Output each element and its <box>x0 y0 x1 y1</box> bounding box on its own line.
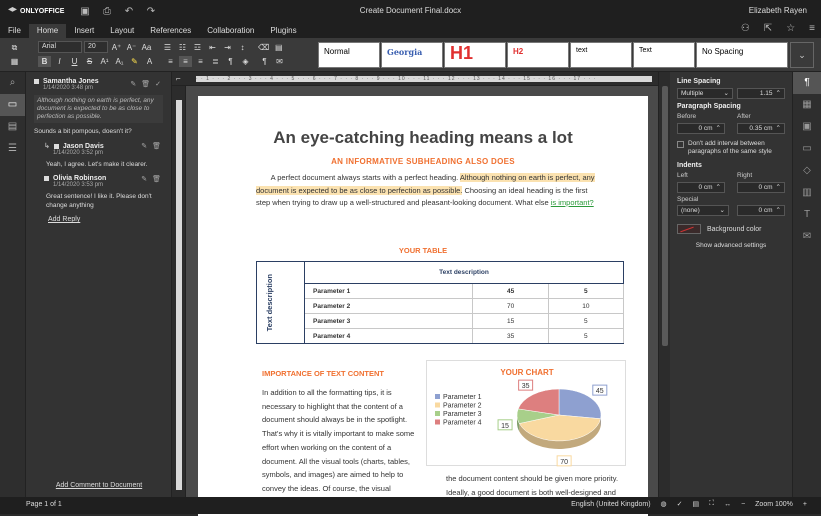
resolve-icon[interactable]: ✓ <box>155 80 161 88</box>
menu-right-tools <box>741 23 815 34</box>
strikethrough-button[interactable]: S <box>83 56 96 67</box>
textart-settings-icon[interactable]: T <box>793 204 821 226</box>
document-heading[interactable]: An eye-catching heading means a lot <box>198 128 648 148</box>
importance-paragraph[interactable]: In addition to all the formatting tips, it is necessary to highlight that the content of a document should always be in the spotlight. That's why it is vitally important to make some effort when working on the content of a document. All the visual tools (charts, tables, symbols, and images) are aimed to help to convey the ideas. Of course, the visual <box>262 386 424 509</box>
mail-merge-settings-icon[interactable]: ✉ <box>793 226 821 248</box>
legend-swatch <box>435 394 440 399</box>
style-text-2[interactable]: Text <box>633 42 695 68</box>
special-value-field[interactable]: 0 cm ⌃ <box>737 205 785 216</box>
pie-chart-svg <box>427 361 627 467</box>
add-reply-link[interactable]: Add Reply <box>48 216 163 223</box>
status-bar <box>0 497 821 514</box>
paragraph-mark-icon[interactable]: ¶ <box>224 56 237 67</box>
svg-text:35: 35 <box>522 383 530 390</box>
data-label <box>498 420 512 430</box>
zoom-in-icon[interactable]: + <box>803 501 807 508</box>
style-h1[interactable]: H1 <box>444 42 506 68</box>
bold-button[interactable]: B <box>38 56 51 67</box>
data-label <box>593 385 607 395</box>
print-icon[interactable]: ⎙ <box>96 6 118 17</box>
reply-text: Great sentence! I like it. Please don't change anything <box>46 192 163 210</box>
line-spacing-value-field[interactable]: 1.15 ⌃ <box>737 88 785 99</box>
justify-icon[interactable]: ≣ <box>209 56 222 67</box>
comment-quote: Although nothing on earth is perfect, any document is expected to be as close to perfection as possible. <box>34 95 163 123</box>
menu-insert[interactable]: Insert <box>66 24 102 38</box>
superscript-icon[interactable]: A¹ <box>98 56 111 67</box>
data-table[interactable] <box>256 261 624 344</box>
reply-author: Jason Davis <box>63 143 104 150</box>
table-title: YOUR TABLE <box>198 246 648 255</box>
image-settings-icon[interactable]: ▣ <box>793 116 821 138</box>
align-left-icon[interactable]: ≡ <box>164 56 177 67</box>
data-label <box>519 380 533 390</box>
spellcheck-icon[interactable]: ✓ <box>677 500 683 508</box>
legend-swatch <box>435 411 440 416</box>
bullets-icon[interactable]: ☰ <box>161 42 174 53</box>
delete-icon[interactable]: 🗑 <box>152 175 161 183</box>
document-page[interactable] <box>198 96 648 516</box>
spinner-icon[interactable]: ⌃ <box>716 183 721 192</box>
author-color-icon <box>34 79 39 84</box>
menu-home[interactable]: Home <box>29 24 66 38</box>
decrease-font-icon[interactable]: A⁻ <box>125 42 138 53</box>
brand-name: ONLYOFFICE <box>20 8 64 15</box>
left-label: Left <box>677 172 688 179</box>
importance-heading[interactable]: IMPORTANCE OF TEXT CONTENT <box>262 369 384 378</box>
table-row-label: Text description <box>265 274 274 331</box>
legend-label: Parameter 3 <box>443 411 482 418</box>
before-label: Before <box>677 113 696 120</box>
legend-item <box>435 403 482 410</box>
chart-title: YOUR CHART <box>500 368 553 377</box>
spacing-after-field[interactable]: 0.35 cm ⌃ <box>737 123 785 134</box>
intro-paragraph[interactable]: A perfect document always starts with a perfect heading. Although nothing on earth is perfect, any document is expected to be as close to perfection as possible. Choosing an ideal heading is the first step when trying to draw up a well-structured and pleasant-looking document. What else is important? <box>256 172 602 210</box>
paragraph-settings-panel <box>670 72 792 497</box>
user-name[interactable]: Elizabeth Rayen <box>749 6 807 15</box>
reply-arrow-icon: ↳ <box>44 142 50 150</box>
reply-date: 1/14/2020 3:53 pm <box>53 182 163 188</box>
menu-plugins[interactable]: Plugins <box>262 24 304 38</box>
shape-settings-icon[interactable]: ◇ <box>793 160 821 182</box>
chat-icon[interactable]: ▤ <box>0 116 25 138</box>
spinner-icon[interactable]: ⌃ <box>776 206 781 215</box>
hamburger-icon[interactable]: ≡ <box>809 23 815 34</box>
indent-right-field[interactable]: 0 cm ⌃ <box>737 182 785 193</box>
author-color-icon <box>44 176 49 181</box>
clear-style-icon[interactable]: ⌫ <box>257 42 270 53</box>
header-footer-icon[interactable]: ▭ <box>793 138 821 160</box>
link-text[interactable]: is important? <box>551 198 594 207</box>
comments-panel <box>26 72 172 497</box>
logo-icon <box>8 7 17 15</box>
table-header: Text description <box>305 262 624 284</box>
reply-jason <box>44 142 163 169</box>
mail-merge-icon[interactable]: ✉ <box>273 56 286 67</box>
chevron-down-icon: ⌄ <box>724 89 729 98</box>
menu-references[interactable]: References <box>142 24 199 38</box>
copy-style-icon[interactable]: ▤ <box>272 42 285 53</box>
font-name-select[interactable]: Arial <box>38 41 82 53</box>
comment-author: Samantha Jones <box>34 78 163 85</box>
chart-settings-icon[interactable]: ▥ <box>793 182 821 204</box>
data-label <box>557 456 571 466</box>
reply-text: Yeah, I agree. Let's make it clearer. <box>46 160 163 169</box>
left-sidebar <box>0 72 26 497</box>
copy-icon[interactable]: ⧉ <box>8 42 21 53</box>
menu-bar <box>0 22 821 38</box>
align-right-icon[interactable]: ≡ <box>194 56 207 67</box>
vertical-scrollbar[interactable] <box>658 72 670 497</box>
paste-icon[interactable]: ▦ <box>8 56 21 67</box>
save-icon[interactable]: ▣ <box>74 6 96 17</box>
highlight-icon[interactable]: ✎ <box>128 56 141 67</box>
favorite-icon[interactable]: ☆ <box>786 23 795 34</box>
align-center-icon[interactable]: ≡ <box>179 56 192 67</box>
indents-label: Indents <box>677 162 785 169</box>
line-spacing-icon[interactable]: ↕ <box>236 42 249 53</box>
table-settings-icon[interactable]: ▦ <box>793 94 821 116</box>
importance-paragraph-continued[interactable]: the document content should be given more priority. Ideally, a good document is both well-designed and <box>446 472 626 513</box>
table-row: Parameter 1 45 5 <box>257 284 624 299</box>
decrease-indent-icon[interactable]: ⇤ <box>206 42 219 53</box>
legend-item <box>435 420 482 427</box>
increase-indent-icon[interactable]: ⇥ <box>221 42 234 53</box>
reply-olivia <box>44 175 163 210</box>
italic-button[interactable]: I <box>53 56 66 67</box>
checkbox-icon[interactable] <box>677 141 684 148</box>
track-changes-icon[interactable]: ▤ <box>693 500 700 508</box>
edit-icon[interactable]: ✎ <box>130 80 136 88</box>
line-spacing-label: Line Spacing <box>677 78 785 85</box>
comments-icon[interactable]: ▭ <box>0 94 25 116</box>
style-normal[interactable]: Normal <box>318 42 380 68</box>
svg-text:45: 45 <box>596 388 604 395</box>
table-row: Parameter 4 35 5 <box>257 329 624 344</box>
open-location-icon[interactable]: ⇱ <box>764 23 772 34</box>
zoom-level: Zoom 100% <box>755 501 793 508</box>
menu-layout[interactable]: Layout <box>102 24 142 38</box>
vertical-ruler[interactable] <box>172 86 186 497</box>
edit-icon[interactable]: ✎ <box>141 142 147 150</box>
spinner-icon[interactable]: ⌃ <box>716 124 721 133</box>
document-canvas[interactable] <box>186 86 658 497</box>
increase-font-icon[interactable]: A⁺ <box>110 42 123 53</box>
table-row: Parameter 3 15 5 <box>257 314 624 329</box>
subscript-icon[interactable]: A₁ <box>113 56 126 67</box>
spinner-icon[interactable]: ⌃ <box>776 183 781 192</box>
delete-icon[interactable]: 🗑 <box>141 80 150 88</box>
right-sidebar <box>792 72 821 497</box>
style-text[interactable]: text <box>570 42 632 68</box>
svg-text:15: 15 <box>501 423 509 430</box>
horizontal-ruler[interactable]: ⌐ · · 1 · · · 2 · · · 3 · · · 4 · · · 5 · · · 6 · · · 7 · · · 8 · · · 9 · · · 10 · · · 11 · · · 12 · · · 13 · · · 14 · · · 15 · · · 16 · · · 17 · · · <box>172 72 658 86</box>
add-comment-link[interactable]: Add Comment to Document <box>26 482 172 489</box>
styles-expand-icon[interactable]: ⌄ <box>790 42 814 68</box>
tab-stop-icon[interactable]: ⌐ <box>176 74 181 83</box>
multilevel-icon[interactable]: ☲ <box>191 42 204 53</box>
font-color-icon[interactable]: A <box>143 56 156 67</box>
add-user-icon[interactable]: ⚇ <box>741 23 750 34</box>
special-indent-select[interactable]: (none) ⌄ <box>677 205 729 216</box>
svg-text:70: 70 <box>560 459 568 466</box>
paragraph-spacing-label: Paragraph Spacing <box>677 103 785 110</box>
menu-file[interactable]: File <box>0 24 29 38</box>
chevron-down-icon: ⌄ <box>720 206 725 215</box>
style-h2[interactable]: H2 <box>507 42 569 68</box>
spinner-icon[interactable]: ⌃ <box>776 89 781 98</box>
edit-icon[interactable]: ✎ <box>141 175 147 183</box>
pie-chart[interactable] <box>426 360 626 466</box>
style-georgia[interactable]: Georgia <box>381 42 443 68</box>
reply-date: 1/14/2020 3:52 pm <box>53 150 163 156</box>
background-color-picker[interactable] <box>677 224 701 234</box>
underline-button[interactable]: U <box>68 56 81 67</box>
author-color-icon <box>54 144 59 149</box>
dont-add-interval-checkbox[interactable]: Don't add interval between paragraphs of the same style <box>677 140 785 156</box>
background-color-label: Background color <box>707 226 761 233</box>
menu-collaboration[interactable]: Collaboration <box>199 24 262 38</box>
delete-icon[interactable]: 🗑 <box>152 142 161 150</box>
numbering-icon[interactable]: ☷ <box>176 42 189 53</box>
brand-logo <box>0 7 74 15</box>
paragraph-settings-icon[interactable]: ¶ <box>793 72 821 94</box>
change-case-icon[interactable]: Aa <box>140 42 153 53</box>
navigation-icon[interactable]: ☰ <box>0 138 25 160</box>
legend-item <box>435 411 482 418</box>
shading-icon[interactable]: ◈ <box>239 56 252 67</box>
undo-icon[interactable]: ↶ <box>118 6 140 17</box>
legend-label: Parameter 4 <box>443 420 482 427</box>
fit-page-icon[interactable]: ⛶ <box>709 500 714 508</box>
document-subheading[interactable]: AN INFORMATIVE SUBHEADING ALSO DOES <box>198 157 648 166</box>
line-spacing-mode-select[interactable]: Multiple ⌄ <box>677 88 733 99</box>
page-indicator[interactable]: Page 1 of 1 <box>26 501 62 508</box>
legend-swatch <box>435 420 440 425</box>
show-advanced-settings-link[interactable]: Show advanced settings <box>677 242 785 249</box>
home-toolbar <box>0 38 821 72</box>
reply-author: Olivia Robinson <box>53 175 106 182</box>
fit-width-icon[interactable]: ↔ <box>724 501 731 508</box>
font-size-select[interactable]: 20 <box>84 41 108 53</box>
after-label: After <box>737 113 785 120</box>
commented-text[interactable]: Although nothing on earth is perfect, any document is expected to be as close to perfection as possible. <box>256 173 595 195</box>
title-bar <box>0 0 821 22</box>
redo-icon[interactable]: ↷ <box>140 6 162 17</box>
scrollbar-thumb[interactable] <box>662 86 668 346</box>
spacing-before-field[interactable]: 0 cm ⌃ <box>677 123 725 134</box>
legend-swatch <box>435 403 440 408</box>
globe-icon[interactable]: ◍ <box>661 500 667 508</box>
table-row: Parameter 2 70 10 <box>257 299 624 314</box>
search-icon[interactable]: ⌕ <box>0 72 25 94</box>
indent-left-field[interactable]: 0 cm ⌃ <box>677 182 725 193</box>
zoom-out-icon[interactable]: − <box>741 501 745 508</box>
legend-item <box>435 394 482 401</box>
document-title: Create Document Final.docx <box>0 6 821 15</box>
comment-date: 1/14/2020 3:48 pm <box>43 85 163 91</box>
spinner-icon[interactable]: ⌃ <box>776 124 781 133</box>
language-selector[interactable]: English (United Kingdom) <box>571 501 650 508</box>
legend-label: Parameter 2 <box>443 403 482 410</box>
special-label: Special <box>677 196 785 203</box>
right-label: Right <box>737 172 785 179</box>
comment-text: Sounds a bit pompous, doesn't it? <box>34 127 163 136</box>
legend-label: Parameter 1 <box>443 394 482 401</box>
nonprinting-icon[interactable]: ¶ <box>258 56 271 67</box>
style-no-spacing[interactable]: No Spacing <box>696 42 788 68</box>
